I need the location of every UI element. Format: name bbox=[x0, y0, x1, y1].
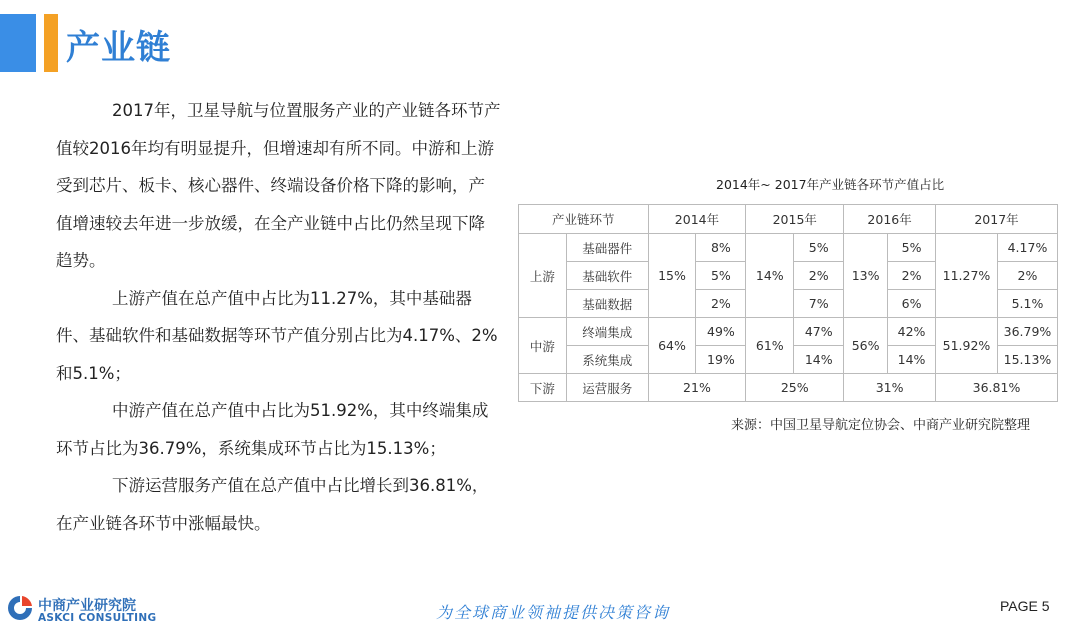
footer-slogan: 为全球商业领袖提供决策咨询 bbox=[436, 603, 671, 622]
cell-value: 36.79% bbox=[997, 318, 1057, 346]
title-accent-orange bbox=[44, 14, 58, 72]
cell-value: 8% bbox=[696, 234, 746, 262]
cell-value: 5.1% bbox=[997, 290, 1057, 318]
row-name: 运营服务 bbox=[566, 374, 648, 402]
group-total: 51.92% bbox=[936, 318, 998, 374]
cell-value: 42% bbox=[888, 318, 936, 346]
cell-value: 6% bbox=[888, 290, 936, 318]
group-total: 13% bbox=[844, 234, 888, 318]
group-total: 15% bbox=[648, 234, 696, 318]
logo-text-en: ASKCI CONSULTING bbox=[38, 612, 157, 624]
row-name: 基础数据 bbox=[566, 290, 648, 318]
cell-value: 15.13% bbox=[997, 346, 1057, 374]
body-text bbox=[56, 92, 501, 542]
cell-value: 19% bbox=[696, 346, 746, 374]
cell-value: 31% bbox=[844, 374, 936, 402]
group-total: 11.27% bbox=[936, 234, 998, 318]
cell-value: 5% bbox=[888, 234, 936, 262]
row-name: 基础器件 bbox=[566, 234, 648, 262]
group-label-upstream: 上游 bbox=[519, 234, 567, 318]
cell-value: 49% bbox=[696, 318, 746, 346]
group-label-downstream: 下游 bbox=[519, 374, 567, 402]
title-accent-blue bbox=[0, 14, 36, 72]
group-total: 56% bbox=[844, 318, 888, 374]
cell-value: 2% bbox=[997, 262, 1057, 290]
group-total: 61% bbox=[746, 318, 794, 374]
askci-logo-icon bbox=[6, 594, 34, 622]
cell-value: 2% bbox=[696, 290, 746, 318]
page-number: PAGE 5 bbox=[1000, 598, 1050, 614]
paragraph-2: 上游产值在总产值中占比为11.27%，其中基础器件、基础软件和基础数据等环节产值分别占比为4.17%、2%和5.1%； bbox=[56, 288, 498, 383]
header-cell: 2014年 bbox=[648, 205, 746, 234]
cell-value: 36.81% bbox=[936, 374, 1058, 402]
table-row bbox=[519, 374, 1058, 402]
cell-value: 25% bbox=[746, 374, 844, 402]
table-header-row bbox=[519, 205, 1058, 234]
page-title: 产业链 bbox=[66, 28, 171, 68]
group-total: 14% bbox=[746, 234, 794, 318]
cell-value: 14% bbox=[888, 346, 936, 374]
row-name: 基础软件 bbox=[566, 262, 648, 290]
cell-value: 5% bbox=[696, 262, 746, 290]
paragraph-3: 中游产值在总产值中占比为51.92%，其中终端集成环节占比为36.79%，系统集成环节占比为15.13%； bbox=[56, 401, 489, 458]
logo-text-cn: 中商产业研究院 bbox=[38, 598, 136, 614]
table-row bbox=[519, 234, 1058, 262]
table-row bbox=[519, 318, 1058, 346]
row-name: 终端集成 bbox=[566, 318, 648, 346]
cell-value: 7% bbox=[794, 290, 844, 318]
header-cell: 2016年 bbox=[844, 205, 936, 234]
cell-value: 21% bbox=[648, 374, 746, 402]
row-name: 系统集成 bbox=[566, 346, 648, 374]
paragraph-4: 下游运营服务产值在总产值中占比增长到36.81%，在产业链各环节中涨幅最快。 bbox=[56, 476, 489, 533]
cell-value: 5% bbox=[794, 234, 844, 262]
cell-value: 14% bbox=[794, 346, 844, 374]
header-cell: 2015年 bbox=[746, 205, 844, 234]
table-title: 2014年~ 2017年产业链各环节产值占比 bbox=[716, 177, 945, 192]
group-total: 64% bbox=[648, 318, 696, 374]
header-cell: 产业链环节 bbox=[519, 205, 649, 234]
industry-chain-table bbox=[518, 204, 1058, 402]
source-note: 来源：中国卫星导航定位协会、中商产业研究院整理 bbox=[731, 418, 1031, 433]
cell-value: 2% bbox=[888, 262, 936, 290]
cell-value: 4.17% bbox=[997, 234, 1057, 262]
group-label-midstream: 中游 bbox=[519, 318, 567, 374]
paragraph-1: 2017年，卫星导航与位置服务产业的产业链各环节产值较2016年均有明显提升，但增速却有所不同。中游和上游受到芯片、板卡、核心器件、终端设备价格下降的影响，产值增速较去年进一步放缓，在全产业链中占比仍然呈现下降趋势。 bbox=[56, 101, 501, 270]
cell-value: 2% bbox=[794, 262, 844, 290]
cell-value: 47% bbox=[794, 318, 844, 346]
header-cell: 2017年 bbox=[936, 205, 1058, 234]
